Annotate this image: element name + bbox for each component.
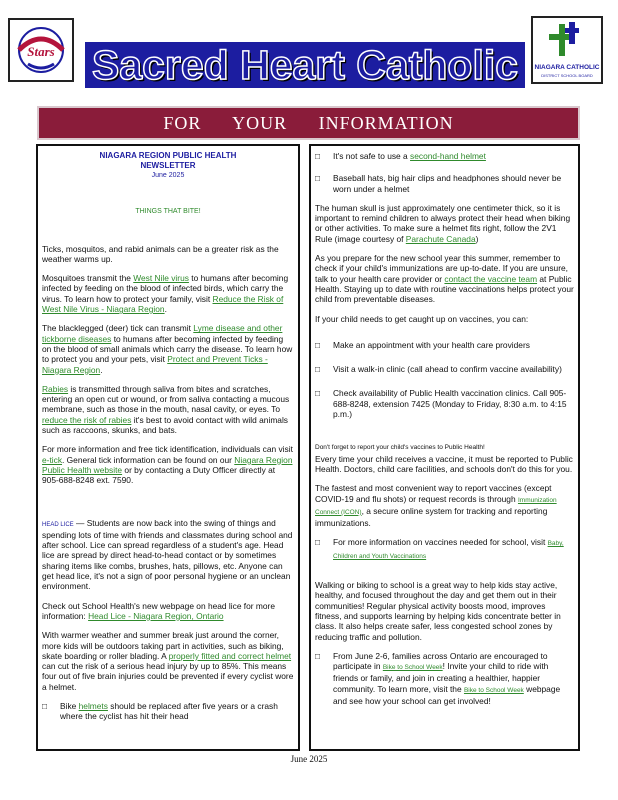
mosquito-paragraph: Mosquitoes transmit the West Nile virus to humans after becoming infected by feeding on the blood of infected birds, which carry the virus. To learn how to protect your family, visit Reduce the Risk of West Nile Virus - Niagara Region. xyxy=(42,273,289,315)
bullet-item: □ Baseball hats, big hair clips and headphones should never be worn under a helmet xyxy=(315,173,562,194)
walking-paragraph: Walking or biking to school is a great way to help kids stay active, healthy, and focused throughout the day and get them out in their communities! Regular physical activity boosts mood, improves fitness, and supports learning by helping kids concentrate better in class. It also helps create safer, less congested school zones by reducing traffic and pollution. xyxy=(315,580,561,642)
newsletter-heading-1: NIAGARA REGION PUBLIC HEALTH xyxy=(99,151,237,160)
bullet-icon: □ xyxy=(315,364,321,375)
bullet-icon: □ xyxy=(42,700,48,711)
helmet-fit-link[interactable]: properly fitted and correct helmet xyxy=(168,650,292,661)
parachute-link[interactable]: Parachute Canada xyxy=(405,233,476,244)
vaccine-team-link[interactable]: contact the vaccine team xyxy=(444,273,538,284)
helmet-paragraph: With warmer weather and summer break just around the corner, more kids will be outdoors taking part in activities, such as biking, skate boarding or roller blading. A properly fitted and correct helmet can cut the risk of a serious head injury by up to 85%. This means four out of five brain injuries could be prevented if every cyclist wore a helmet. xyxy=(42,630,294,692)
niagara-catholic-logo xyxy=(531,16,603,84)
rabies-risk-link[interactable]: reduce the risk of rabies xyxy=(42,414,132,425)
catch-up-paragraph: If your child needs to get caught up on vaccines, you can: xyxy=(315,313,529,324)
bullet-icon: □ xyxy=(315,650,321,661)
bullet-icon: □ xyxy=(315,173,321,184)
bullet-item: □ Check availability of Public Health vaccination clinics. Call 905-688-8248, extension 7425 (Monday to Friday, 8:30 a.m. to 4:15 p.m.) xyxy=(315,388,567,420)
tick-info-paragraph: For more information and free tick identification, individuals can visit e-tick. General tick information can be found on our Niagara Region Public Health website or by contacting a Duty Officer directly at 905-688-8248 ext. 7590. xyxy=(42,444,293,486)
report-paragraph: Don't forget to report your child's vaccines to Public Health! Every time your child receives a vaccine, it must be reported to Public Health. Doctors, child care facilities, and schools don't do this for you. xyxy=(315,444,573,474)
bullet-item: □ From June 2-6, families across Ontario are encouraged to participate in Bike to School Week! Invite your child to ride with friends or family, and join in creating a healthier, happier community. To learn more, visit the Bike to School Week webpage and see how your school can get involved! xyxy=(315,650,561,706)
public-health-link[interactable]: Niagara Region Public Health website xyxy=(42,454,293,475)
newsletter-heading-2: NEWSLETTER xyxy=(140,161,196,170)
lyme-link[interactable]: Lyme disease and other tickborne diseases xyxy=(42,323,283,344)
bullet-icon: □ xyxy=(315,339,321,350)
section-title: THINGS THAT BITE! xyxy=(135,208,201,216)
bullet-icon: □ xyxy=(315,151,321,161)
rabies-paragraph: Rabies is transmitted through saliva from bites and scratches, entering an open cut or wound, or from saliva contacting a mucous membrane, such as those in the mouth, nasal cavity, or eyes. To reduce the risk of rabies it's best to avoid contact with wild animals such as raccoons, skunks, and bats. xyxy=(42,383,290,436)
icon-paragraph: The fastest and most convenient way to report vaccines (except COVID-19 and flu shots) or request records is through Immunization Connect (ICON), a secure online system for tracking and reporting immunizations. xyxy=(315,483,557,529)
bullet-item: □ For more information on vaccines needed for school, visit Baby, Children and Youth Vaccinations xyxy=(315,537,574,562)
svg-text:Stars: Stars xyxy=(27,44,55,59)
head-lice-link[interactable]: Head Lice - Niagara Region, Ontario xyxy=(88,610,224,621)
protect-ticks-link[interactable]: Protect and Prevent Ticks - Niagara Region xyxy=(42,354,268,375)
bullet-icon: □ xyxy=(315,388,321,399)
newsletter-date: June 2025 xyxy=(151,172,185,179)
icon-link[interactable]: Immunization Connect (ICON) xyxy=(315,496,557,516)
school-title: Sacred Heart Catholic xyxy=(91,41,519,88)
bullet-item: □ Make an appointment with your health care providers xyxy=(315,339,530,350)
stars-logo xyxy=(8,18,74,82)
bullet-item: □ Bike helmets should be replaced after five years or a crash where the cyclist has hit their head xyxy=(42,700,278,722)
west-nile-link[interactable]: West Nile virus xyxy=(133,273,189,284)
left-column xyxy=(36,144,300,751)
logo-text-1: NIAGARA CATHOLIC xyxy=(534,64,600,71)
second-hand-helmet-link[interactable]: second-hand helmet xyxy=(410,151,486,161)
intro-paragraph: Ticks, mosquitos, and rabid animals can be a greater risk as the weather warms up. xyxy=(42,243,279,264)
bullet-item: □ Visit a walk-in clinic (call ahead to confirm vaccine availability) xyxy=(315,364,562,375)
footer-date: June 2025 xyxy=(290,754,328,764)
vaccinations-link[interactable]: Baby, Children and Youth Vaccinations xyxy=(333,540,564,560)
logo-text-2: DISTRICT SCHOOL BOARD xyxy=(541,73,593,78)
head-lice-info-paragraph: Check out School Health's new webpage on head lice for more information: Head Lice - Niagara Region, Ontario xyxy=(42,600,275,621)
tick-paragraph: The blacklegged (deer) tick can transmit Lyme disease and other tickborne diseases to humans after becoming infected by feeding on the blood of small animals which carry the disease. To learn how to protect you and your pets, visit Protect and Prevent Ticks - Niagara Region. xyxy=(42,323,293,375)
immunization-paragraph: As you prepare for the new school year this summer, remember to check if your child's immunizations are up-to-date. If you are unsure, talk to your health care provider or contact the vaccine team at Public Health. Staying up to date with routine vaccinations helps protect your child from preventable diseases. xyxy=(315,253,574,305)
bullet-icon: □ xyxy=(315,537,321,548)
right-column xyxy=(309,144,580,751)
bullet-item: □ It's not safe to use a second-hand helmet xyxy=(315,151,486,161)
etick-link[interactable]: e-tick xyxy=(42,454,63,465)
bike-week-link[interactable]: Bike to School Week xyxy=(382,664,443,672)
helmets-link[interactable]: helmets xyxy=(78,700,108,711)
fyi-banner: FOR YOUR INFORMATION xyxy=(37,106,580,140)
head-lice-paragraph: HEAD LICE — Students are now back into the swing of things and spending lots of time with friends and classmates during school and after school. Lice can spread regardless of a student's age. Head lice are spread by direct head-to-head contact or by sometimes sharing items like combs, brushes, hats, pillows, etc. Anyone can get head lice, it's not a sign of poor personal hygiene or an unclean environment. xyxy=(42,517,293,592)
reduce-risk-link[interactable]: Reduce the Risk of West Nile Virus - Niagara Region xyxy=(42,293,284,315)
bike-week-link-2[interactable]: Bike to School Week xyxy=(463,686,524,694)
skull-paragraph: The human skull is just approximately one centimeter thick, so it is important to remind children to always protect their head when biking or other activities. To make sure a helmet fits right, follow the 2V1 Rule (image courtesy of Parachute Canada) xyxy=(315,202,571,244)
rabies-link[interactable]: Rabies xyxy=(42,383,69,394)
